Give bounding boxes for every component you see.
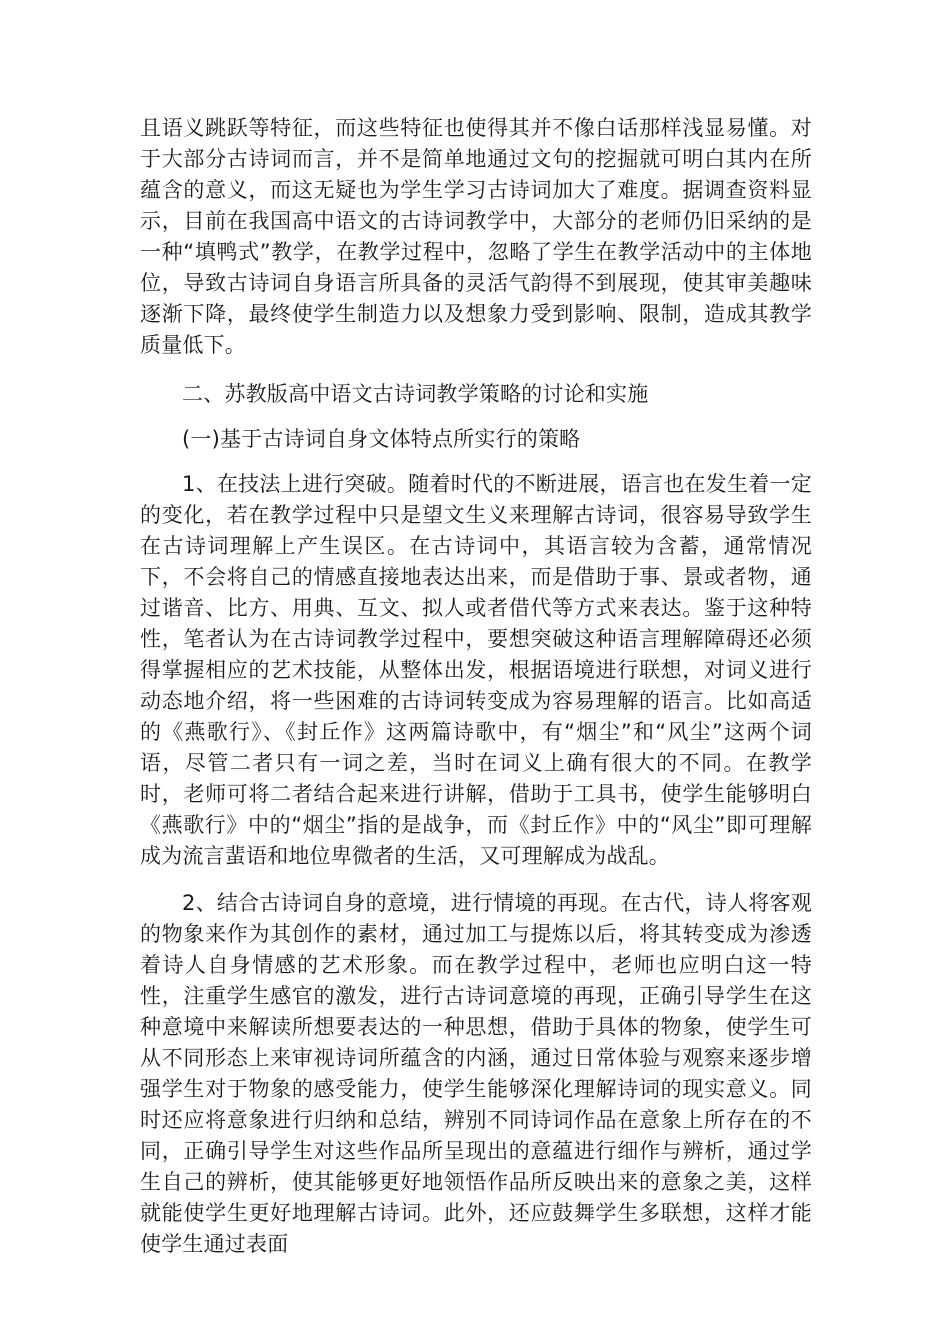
document-body	[140, 113, 812, 1260]
paragraph-continuation: 且语义跳跃等特征，而这些特征也使得其并不像白话那样浅显易懂。对于大部分古诗词而言，并不是简单地通过文句的挖掘就可明白其内在所蕴含的意义，而这无疑也为学生学习古诗词加大了难度。据调查资料显示，目前在我国高中语文的古诗词教学中，大部分的老师仍旧采纳的是一种“填鸭式”教学，在教学过程中，忽略了学生在教学活动中的主体地位，导致古诗词自身语言所具备的灵活气韵得不到展现，使其审美趣味逐渐下降，最终使学生制造力以及想象力受到影响、限制，造成其教学质量低下。	[140, 116, 812, 357]
paragraph-imagery: 2、结合古诗词自身的意境，进行情境的再现。在古代，诗人将客观的物象来作为其创作的素材，通过加工与提炼以后，将其转变成为渗透着诗人自身情感的艺术形象。而在教学过程中，老师也应明白这一特性，注重学生感官的激发，进行古诗词意境的再现，正确引导学生在这种意境中来解读所想要表达的一种思想，借助于具体的物象，使学生可从不同形态上来审视诗词所蕴含的内涵，通过日常体验与观察来逐步增强学生对于物象的感受能力，使学生能够深化理解诗词的现实意义。同时还应将意象进行归纳和总结，辨别不同诗词作品在意象上所存在的不同，正确引导学生对这些作品所呈现出的意蕴进行细作与辨析，通过学生自己的辨析，使其能够更好地领悟作品所反映出来的意象之美，这样就能使学生更好地理解古诗词。此外，还应鼓舞学生多联想，这样才能使学生通过表面	[140, 891, 812, 1256]
subsection-heading: (一)基于古诗词自身文体特点所实行的策略	[182, 427, 581, 451]
section-heading: 二、苏教版高中语文古诗词教学策略的讨论和实施	[182, 382, 649, 406]
paragraph-technique: 1、在技法上进行突破。随着时代的不断进展，语言也在发生着一定的变化，若在教学过程中只是望文生义来理解古诗词，很容易导致学生在古诗词理解上产生误区。在古诗词中，其语言较为含蓄，通常情况下，不会将自己的情感直接地表达出来，而是借助于事、景或者物，通过谐音、比方、用典、互文、拟人或者借代等方式来表达。鉴于这种特性，笔者认为在古诗词教学过程中，要想突破这种语言理解障碍还必须得掌握相应的艺术技能，从整体出发，根据语境进行联想，对词义进行动态地介绍，将一些困难的古诗词转变成为容易理解的语言。比如高适的《燕歌行》、《封丘作》这两篇诗歌中，有“烟尘”和“风尘”这两个词语，尽管二者只有一词之差，当时在词义上确有很大的不同。在教学时，老师可将二者结合起来进行讲解，借助于工具书，使学生能够明白《燕歌行》中的“烟尘”指的是战争，而《封丘作》中的“风尘”即可理解成为流言蜚语和地位卑微者的生活，又可理解成为战乱。	[140, 472, 812, 868]
